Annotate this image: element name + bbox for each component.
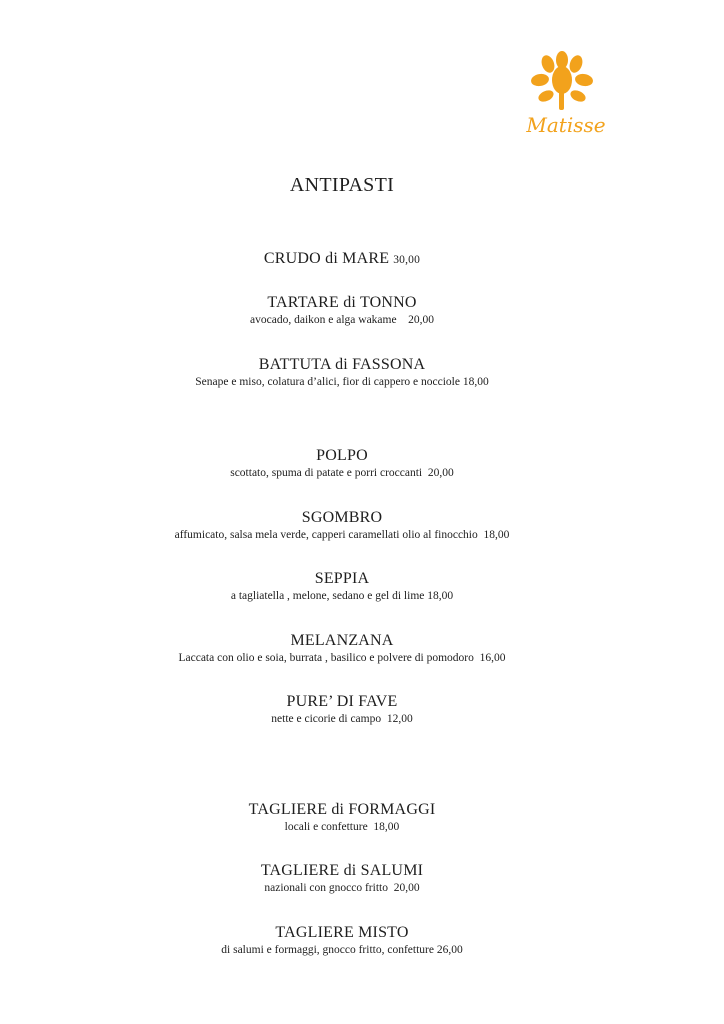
menu-item — [0, 692, 684, 727]
menu-item — [0, 923, 684, 958]
dish-name-text: TAGLIERE MISTO — [275, 924, 409, 941]
menu-item — [0, 569, 684, 604]
menu-item — [0, 508, 684, 543]
dish-name — [0, 446, 684, 466]
dish-price: 30,00 — [393, 254, 421, 266]
matisse-logo — [518, 50, 614, 146]
dish-description: locali e confetture 18,00 — [284, 821, 400, 833]
dish-name-text: TARTARE di TONNO — [267, 294, 417, 311]
dish-name — [0, 355, 684, 375]
leaf-logo-icon — [518, 50, 614, 146]
dish-description: avocado, daikon e alga wakame 20,00 — [250, 314, 434, 326]
dish-name — [0, 569, 684, 589]
dish-name-text: POLPO — [316, 447, 368, 464]
dish-name — [0, 800, 684, 820]
menu-item — [0, 861, 684, 896]
dish-name — [0, 631, 684, 651]
dish-name — [0, 923, 684, 943]
dish-description: nazionali con gnocco fritto 20,00 — [264, 882, 420, 894]
dish-description: Laccata con olio e soia, burrata , basilico e polvere di pomodoro 16,00 — [178, 652, 506, 664]
menu-item — [0, 800, 684, 835]
dish-name — [0, 293, 684, 313]
dish-name-text: MELANZANA — [290, 632, 394, 649]
dish-name-text: TAGLIERE di FORMAGGI — [248, 801, 436, 818]
dish-description: di salumi e formaggi, gnocco fritto, confetture 26,00 — [221, 944, 463, 956]
dish-name-text: BATTUTA di FASSONA — [258, 356, 426, 373]
dish-name — [0, 861, 684, 881]
dish-description: scottato, spuma di patate e porri croccanti 20,00 — [230, 467, 454, 479]
menu-item — [0, 249, 684, 270]
dish-description: affumicato, salsa mela verde, capperi caramellati olio al finocchio 18,00 — [174, 529, 510, 541]
menu-item — [0, 631, 684, 666]
dish-name — [0, 508, 684, 528]
dish-name-text: SGOMBRO — [301, 509, 383, 526]
dish-description: Senape e miso, colatura d’alici, fior di cappero e nocciole 18,00 — [195, 376, 489, 388]
dish-name — [0, 692, 684, 712]
menu-item — [0, 293, 684, 328]
dish-name — [0, 249, 684, 270]
menu-item — [0, 355, 684, 390]
dish-description: nette e cicorie di campo 12,00 — [271, 713, 413, 725]
dish-name-text: SEPPIA — [314, 570, 370, 587]
section-title: ANTIPASTI — [289, 174, 395, 196]
menu-item — [0, 446, 684, 481]
logo-wordmark: Matisse — [526, 113, 606, 137]
dish-name-text: PURE’ DI FAVE — [286, 693, 398, 710]
dish-name-text: CRUDO di MARE — [263, 250, 390, 267]
dish-name-text: TAGLIERE di SALUMI — [260, 862, 424, 879]
dish-description: a tagliatella , melone, sedano e gel di lime 18,00 — [230, 590, 454, 602]
